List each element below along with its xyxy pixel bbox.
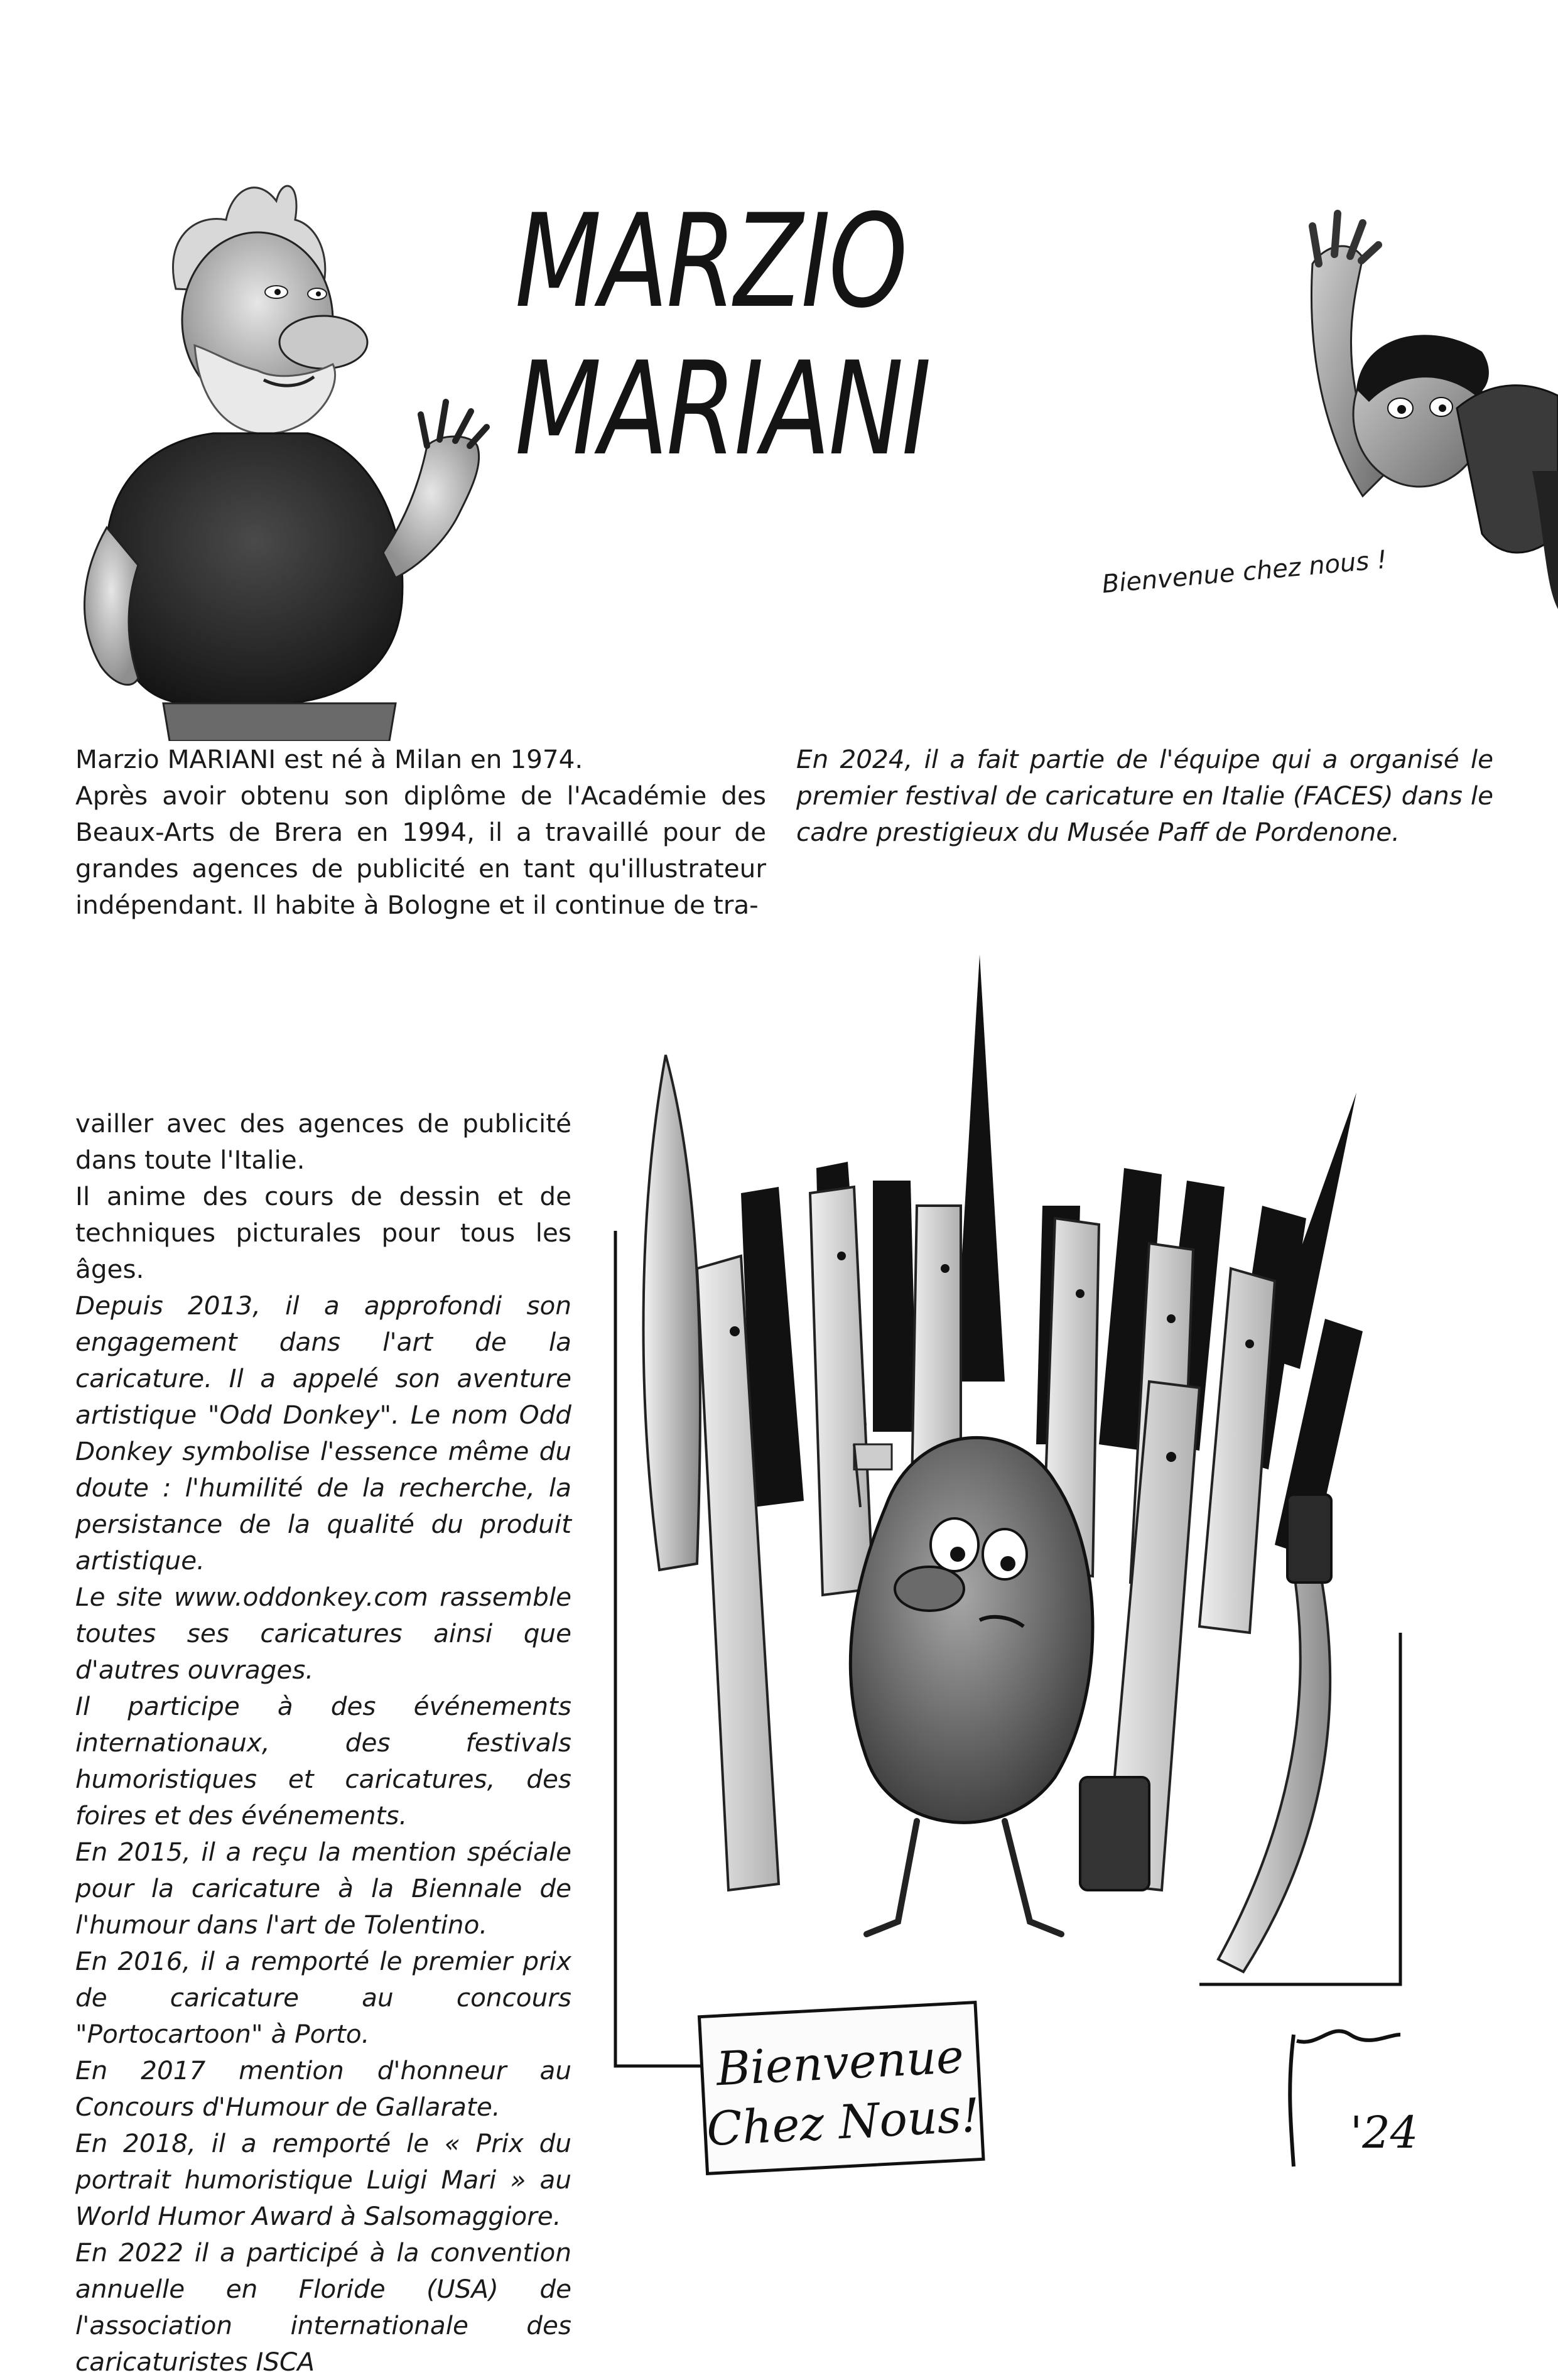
bio-paragraph: En 2017 mention d'honneur au Concours d'Humour de Gallarate. [75,2055,571,2122]
biography-column-left-narrow [75,1105,571,2380]
bio-paragraph: Marzio MARIANI est né à Milan en 1974. [75,744,583,774]
bio-paragraph: En 2022 il a participé à la convention annuelle en Floride (USA) de l'association internationale des caricaturistes ISCA [75,2237,571,2377]
bio-paragraph: En 2016, il a remporté le premier prix de caricature au concours "Portocartoon" à Porto. [75,1946,571,2049]
bio-paragraph: vailler avec des agences de publicité dans toute l'Italie. [75,1108,571,1175]
artist-signature-year: '24 [1350,2107,1419,2158]
cartoon-potato-and-fries-illustration [603,942,1432,2192]
artist-self-portrait-illustration [69,163,496,741]
title-last-name: MARIANI [515,335,929,484]
waving-man-illustration [1294,207,1558,609]
bio-paragraph: En 2024, il a fait partie de l'équipe qui a organisé le premier festival de caricature en Italie (FACES) dans le cadre prestigieux du Musée Paff de Pordenone. [796,744,1493,847]
bio-paragraph: Il participe à des événements internationaux, des festivals humoristiques et caricatures, des foires et des événements. [75,1691,571,1831]
bio-paragraph: Depuis 2013, il a approfondi son engagement dans l'art de la caricature. Il a appelé son aventure artistique "Odd Donkey". Le nom Odd Donkey symbolise l'essence même du doute : l'humilité de la recherche, la persistance de la qualité du produit artistique. [75,1290,571,1576]
bio-paragraph: Après avoir obtenu son diplôme de l'Académie des Beaux-Arts de Brera en 1994, il a travaillé pour de grandes agences de publicité en tant qu'illustrateur indépendant. Il habite à Bologne et il continue de tra- [75,781,766,920]
bio-paragraph: Il anime des cours de dessin et de techniques picturales pour tous les âges. [75,1181,571,1284]
sign-text-line2: Chez Nous! [705,2088,982,2157]
bio-paragraph: En 2015, il a reçu la mention spéciale pour la caricature à la Biennale de l'humour dans l'art de Tolentino. [75,1837,571,1940]
biography-column-left-wide [75,741,766,923]
sign-text-line1: Bienvenue [715,2029,965,2097]
title-first-name: MARZIO [515,187,906,337]
bio-paragraph: Le site www.oddonkey.com rassemble toutes ses caricatures ainsi que d'autres ouvrages. [75,1582,571,1685]
biography-column-right [796,741,1493,850]
page-title [515,188,1103,484]
greeting-caption: Bienvenue chez nous ! [1100,545,1388,599]
bio-paragraph: En 2018, il a remporté le « Prix du portrait humoristique Luigi Mari » au World Humor Award à Salsomaggiore. [75,2128,571,2231]
